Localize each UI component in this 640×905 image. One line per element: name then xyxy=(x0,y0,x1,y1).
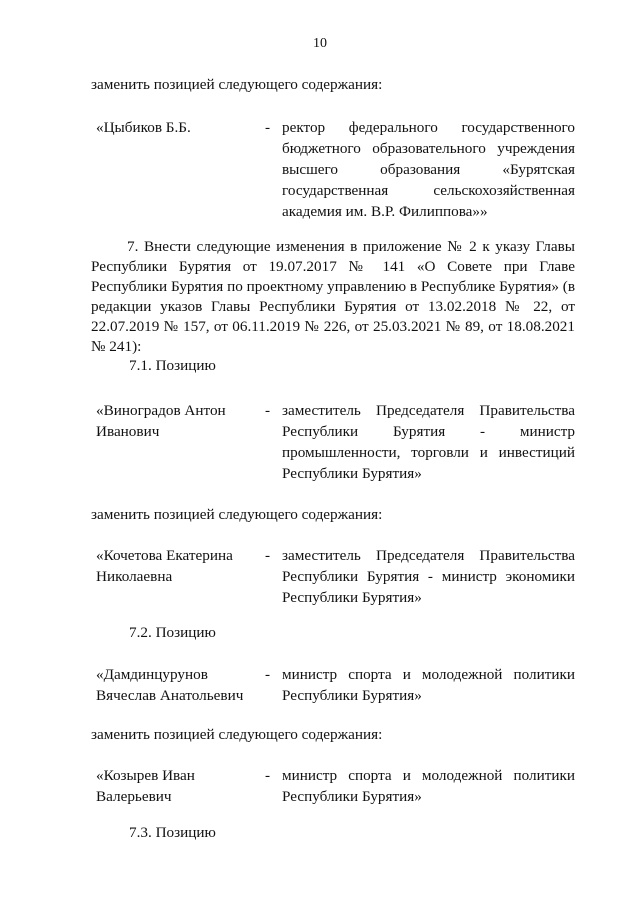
entry-description: министр спорта и молодежной политики Республики Бурятия» xyxy=(282,666,575,704)
entry-description: министр спорта и молодежной политики Республики Бурятия» xyxy=(282,767,575,805)
replace-phrase-1: заменить позицией следующего содержания: xyxy=(91,76,383,93)
entry-description: ректор федерального государственного бюджетного образовательного учреждения высшего образования «Бурятская государственная сельскохозяйственная академия им. В.Р. Филиппова»» xyxy=(282,119,575,220)
entry-dash: - xyxy=(265,402,271,419)
entry-dash: - xyxy=(265,767,271,784)
entry-name: «Козырев Иван Валерьевич xyxy=(96,767,195,805)
entry-name: «Виноградов Антон Иванович xyxy=(96,402,226,440)
item-7-1-heading: 7.1. Позицию xyxy=(129,357,216,374)
replace-phrase-2: заменить позицией следующего содержания: xyxy=(91,506,383,523)
entry-dash: - xyxy=(265,666,271,683)
entry-description: заместитель Председателя Правительства Республики Бурятия - министр экономики Республики Бурятия» xyxy=(282,547,575,606)
item-7-3-heading: 7.3. Позицию xyxy=(129,824,216,841)
entry-name: «Цыбиков Б.Б. xyxy=(96,119,191,136)
entry-dash: - xyxy=(265,547,271,564)
entry-name: «Кочетова Екатерина Николаевна xyxy=(96,547,233,585)
entry-description: заместитель Председателя Правительства Республики Бурятия - министр промышленности, торговли и инвестиций Республики Бурятия» xyxy=(282,402,575,482)
item-7-2-heading: 7.2. Позицию xyxy=(129,624,216,641)
item-7-paragraph: 7. Внести следующие изменения в приложение № 2 к указу Главы Республики Бурятия от 19.07.2017 № 141 «О Совете при Главе Республики Бурятия по проектному управлению в Республике Бурятия» (в редакции указов Главы Республики Бурятия от 13.02.2018 № 22, от 22.07.2019 № 157, от 06.11.2019 № 226, от 25.03.2021 № 89, от 18.08.2021 № 241): xyxy=(91,238,575,355)
entry-name: «Дамдинцурунов Вячеслав Анатольевич xyxy=(96,666,244,704)
entry-dash: - xyxy=(265,119,271,136)
replace-phrase-3: заменить позицией следующего содержания: xyxy=(91,726,383,743)
page-number: 10 xyxy=(313,36,327,51)
